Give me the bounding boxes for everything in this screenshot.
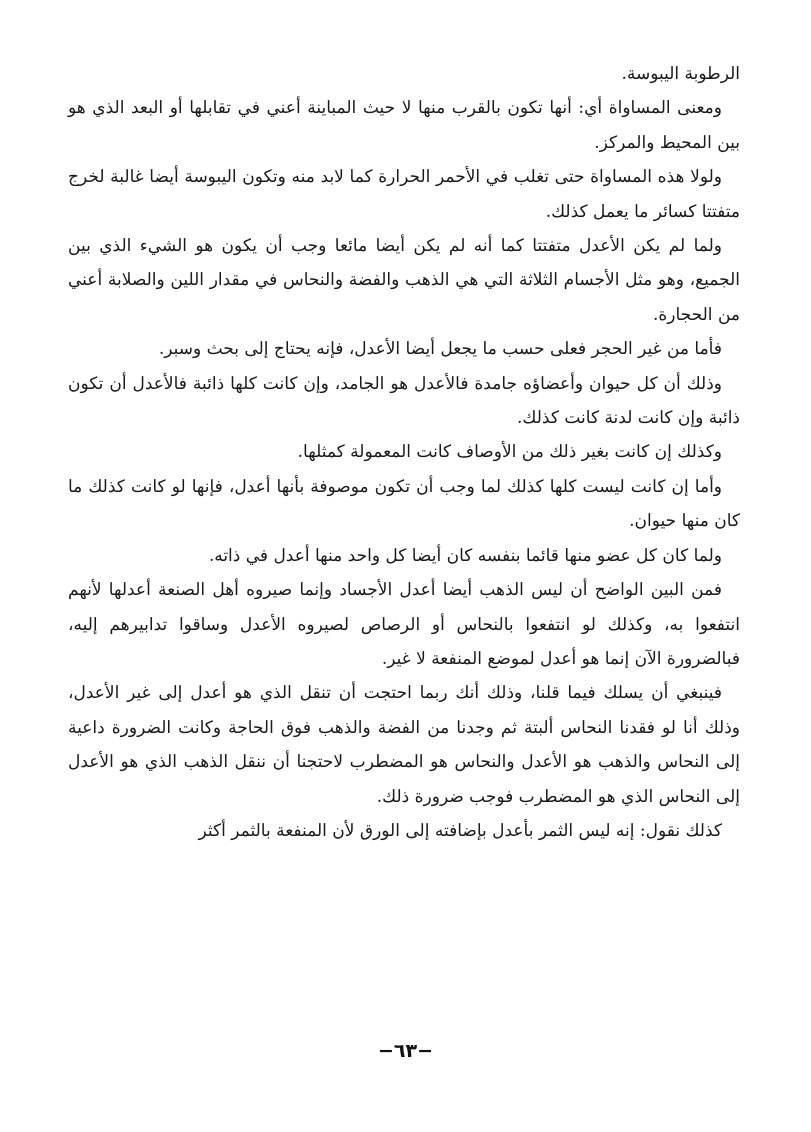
paragraph-1: الرطوبة اليبوسة. — [621, 64, 740, 84]
paragraph-5: فأما من غير الحجر فعلى حسب ما يجعل أيضا الأعدل، فإنه يحتاج إلى بحث وسبر. — [158, 339, 722, 360]
page-number: −٦٣− — [377, 1040, 434, 1062]
paragraph-4: ولما لم يكن الأعدل متفتتا كما أنه لم يكن أيضا مائعا وجب أن يكون هو الشيء الذي بين الجميع، وهو مثل الأجسام الثلاثة التي هي الذهب والفضة والنحاس في مقدار اللين والصلابة أعني من الحجارة. — [68, 236, 740, 325]
body-text — [68, 57, 740, 848]
paragraph-3: ولولا هذه المساواة حتى تغلب في الأحمر الحرارة كما لابد منه وتكون اليبوسة أيضا غالبة لخرج متفتتا كسائر ما يعمل كذلك. — [68, 167, 740, 222]
paragraph-10: فمن البين الواضح أن ليس الذهب أيضا أعدل الأجساد وإنما صيروه أهل الصنعة أعدلها لأنهم انتفعوا به، وكذلك لو انتفعوا بالنحاس أو الرصاص لصيروه الأعدل وساقوا تدابيرهم إليه، فبالضرورة الآن إنما هو أعدل لموضع المنفعة لا غير. — [68, 580, 740, 669]
paragraph-12: كذلك نقول: إنه ليس الثمر بأعدل بإضافته إلى الورق لأن المنفعة بالثمر أكثر — [198, 820, 722, 841]
paragraph-11: فينبغي أن يسلك فيما قلنا، وذلك أنك ربما احتجت أن تنقل الذي هو أعدل إلى غير الأعدل، وذلك أنا لو فقدنا النحاس ألبتة ثم وجدنا من الفضة والذهب فوق الحاجة وكانت الضرورة داعية إلى النحاس والذهب هو الأعدل والنحاس هو المضطرب لاحتجنا أن ننقل الذهب الذي هو الأعدل إلى النحاس الذي هو المضطرب فوجب ضرورة ذلك. — [68, 683, 740, 807]
paragraph-2: ومعنى المساواة أي: أنها تكون بالقرب منها لا حيث المباينة أعني في تقابلها أو البعد الذي هو بين المحيط والمركز. — [68, 98, 740, 153]
paragraph-6: وذلك أن كل حيوان وأعضاؤه جامدة فالأعدل هو الجامد، وإن كانت كلها ذائبة فالأعدل أن تكون ذائبة وإن كانت لدنة كانت كذلك. — [68, 373, 740, 429]
paragraph-8: وأما إن كانت ليست كلها كذلك لما وجب أن تكون موصوفة بأنها أعدل، فإنها لو كانت كذلك ما كان منها حيوان. — [68, 476, 740, 532]
paragraph-7: وكذلك إن كانت بغير ذلك من الأوصاف كانت المعمولة كمثلها. — [297, 442, 722, 463]
paragraph-9: ولما كان كل عضو منها قائما بنفسه كان أيضا كل واحد منها أعدل في ذاته. — [208, 545, 722, 566]
